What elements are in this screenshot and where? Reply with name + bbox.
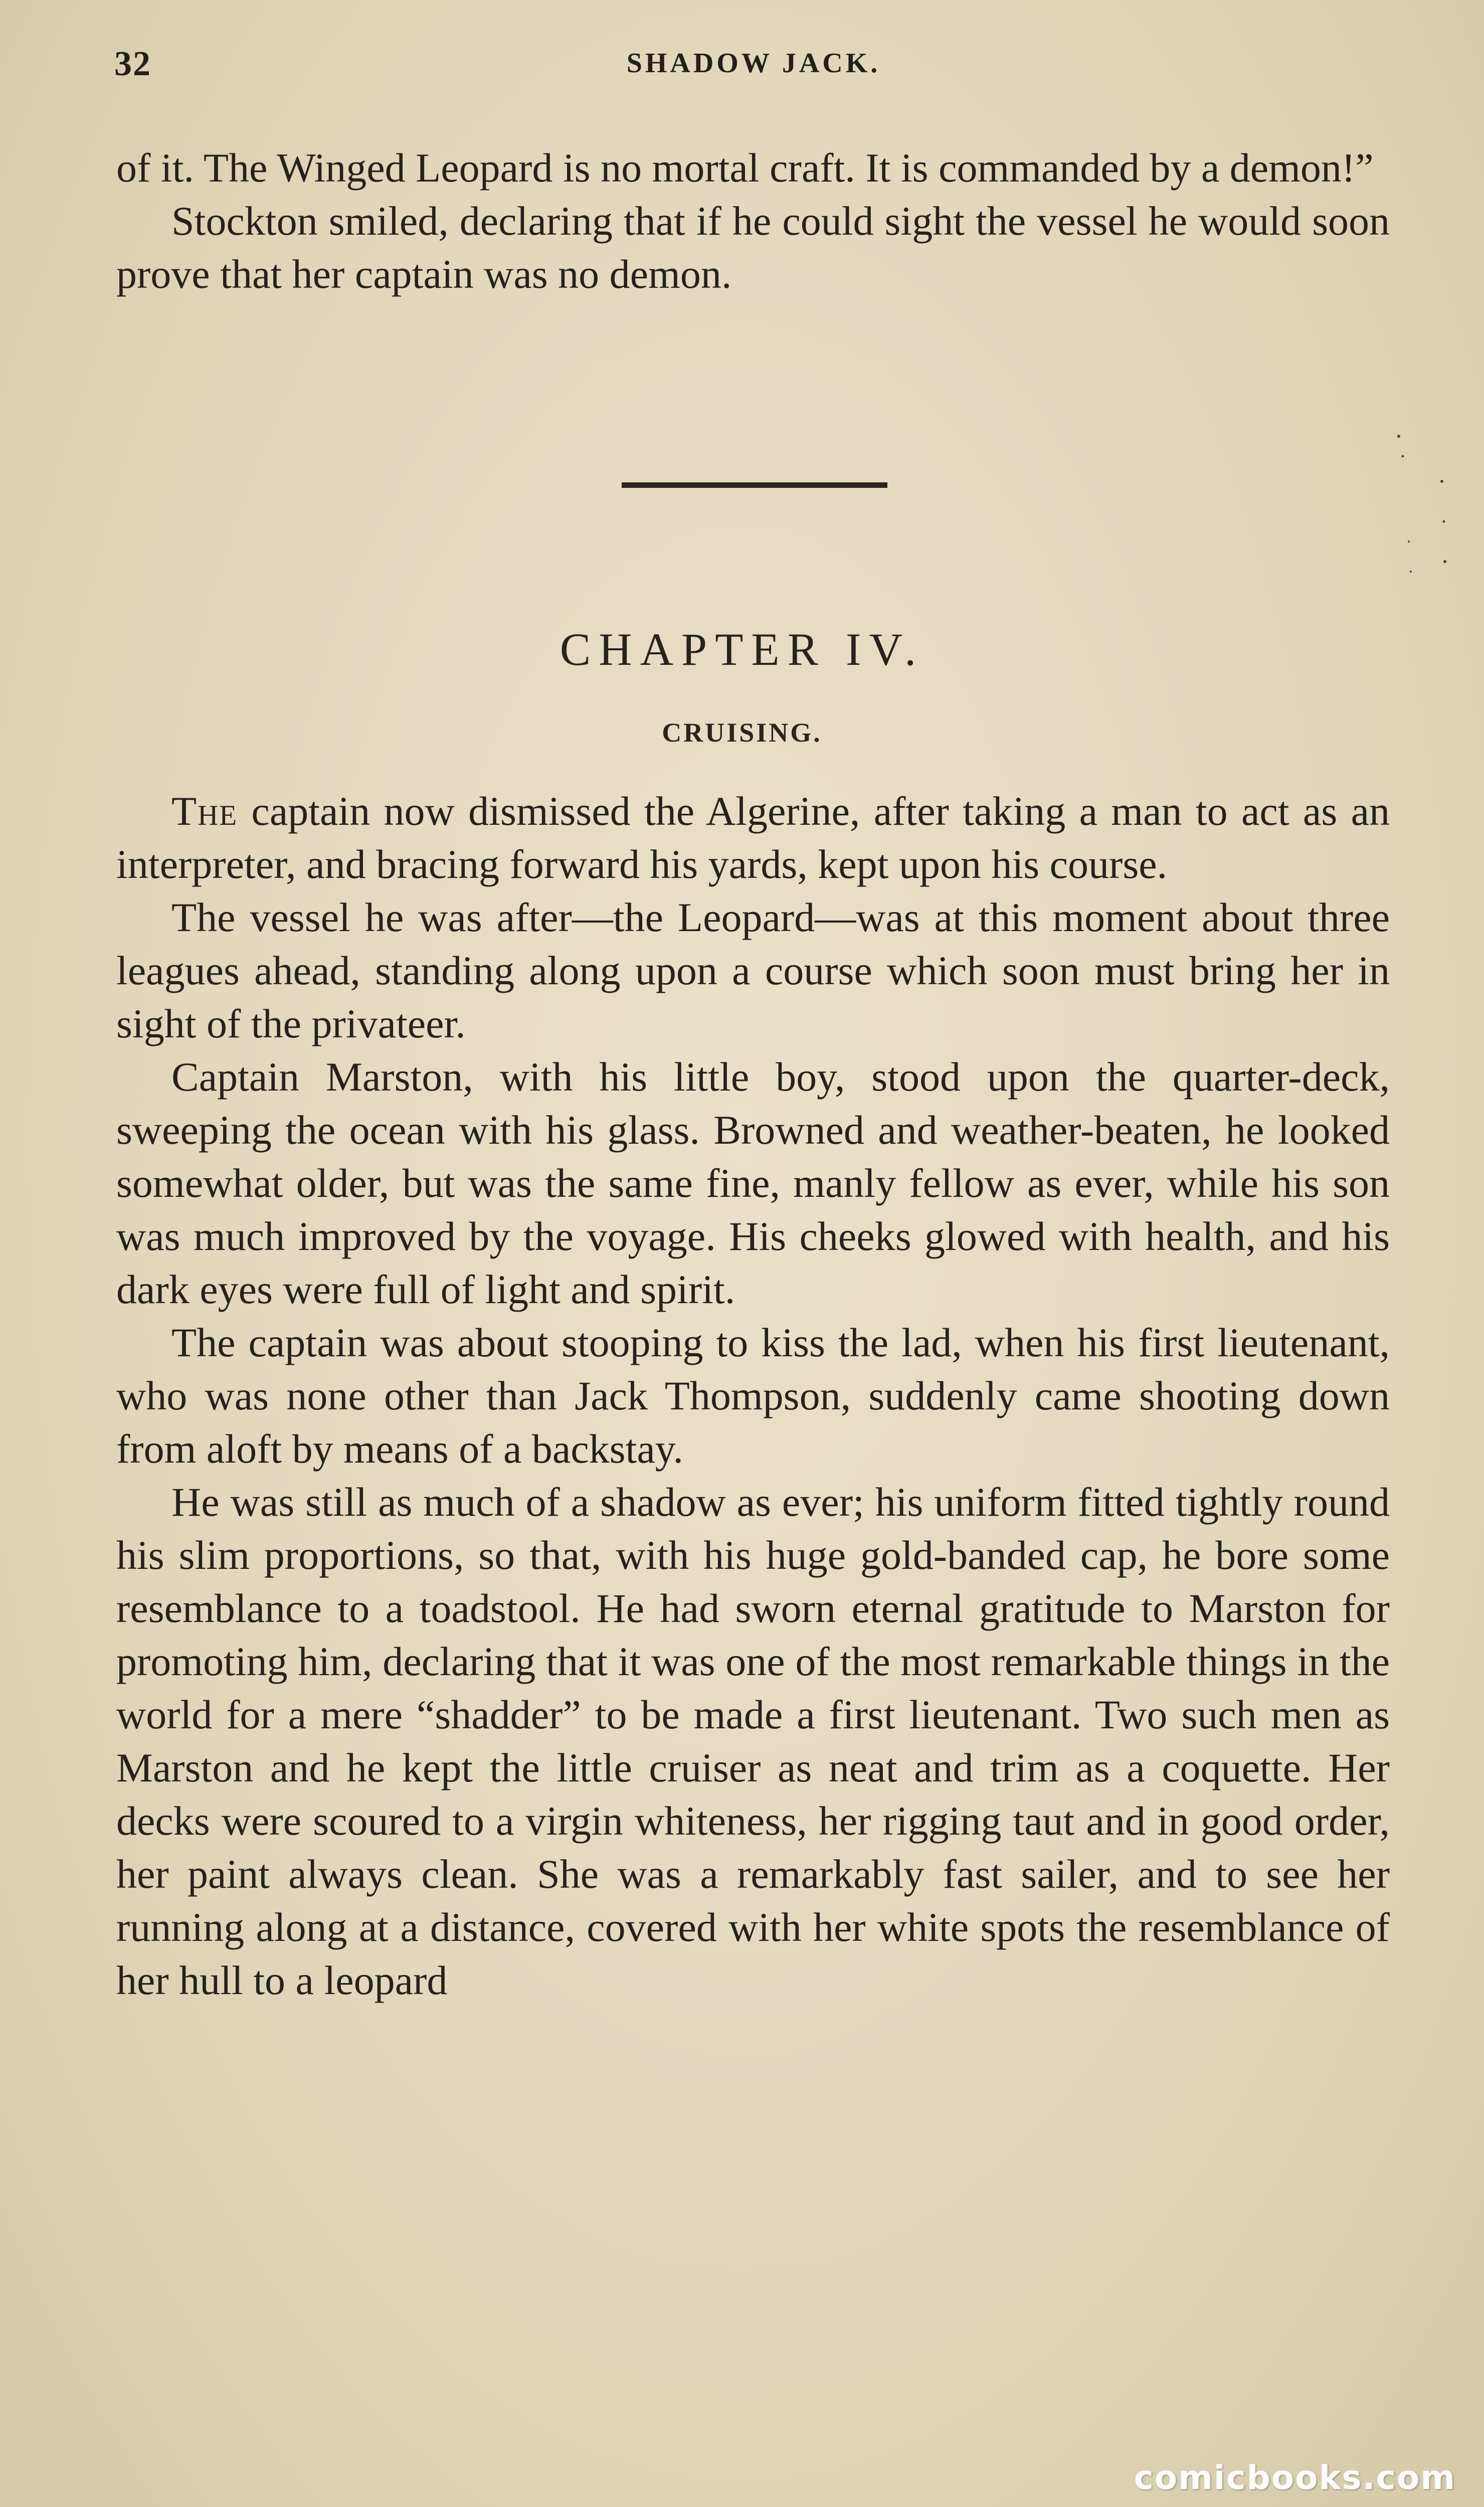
paragraph: He was still as much of a shadow as ever; his uniform fitted tightly round his slim proportions, so that, with his huge gold-banded cap, he bore some resemblance to a toadstool. He had sworn eternal gratitude to Marston for promoting him, declaring that it was one of the most remarkable things in the world for a mere “shadder” to be made a first lieutenant. Two such men as Marston and he kept the little cruiser as neat and trim as a coquette. Her decks were scoured to a virgin whiteness, her rigging taut and in good order, her paint always clean. She was a remarkably fast sailer, and to see her running along at a distance, covered with her white spots the resemblance of her hull to a leopard <box>116 1479 1390 2003</box>
running-title: SHADOW JACK. <box>626 48 881 79</box>
chapter-body <box>116 785 1390 2007</box>
watermark: comicbooks.com <box>1134 2458 1456 2497</box>
paragraph: of it. The Winged Leopard is no mortal craft. It is commanded by a demon!” <box>116 145 1374 191</box>
paragraph: Captain Marston, with his little boy, stood upon the quarter-deck, sweeping the ocean with his glass. Browned and weather-beaten, he looked somewhat older, but was the same fine, manly fellow as ever, while his son was much improved by the voyage. His cheeks glowed with health, and his dark eyes were full of light and spirit. <box>116 1054 1390 1312</box>
running-header <box>114 40 1393 95</box>
margin-specks <box>1389 421 1454 632</box>
paragraph-text: captain now dismissed the Algerine, after taking a man to act as an interpreter, and bracing forward his yards, kept upon his course. <box>116 788 1390 887</box>
chapter-subtitle: CRUISING. <box>662 718 822 748</box>
paragraph: The vessel he was after—the Leopard—was at this moment about three leagues ahead, standing along upon a course which soon must bring her in sight of the privateer. <box>116 894 1390 1046</box>
chapter-heading: CHAPTER IV. <box>560 624 924 675</box>
drop-word: The <box>171 788 238 834</box>
continued-text <box>116 141 1390 301</box>
paragraph: The captain was about stooping to kiss the lad, when his first lieutenant, who was none other than Jack Thompson, suddenly came shooting down from aloft by means of a backstay. <box>116 1320 1390 1472</box>
chapter-divider-rule <box>622 482 887 488</box>
paragraph <box>116 785 1390 891</box>
page-number: 32 <box>114 45 151 83</box>
paragraph: Stockton smiled, declaring that if he could sight the vessel he would soon prove that her captain was no demon. <box>116 198 1390 297</box>
